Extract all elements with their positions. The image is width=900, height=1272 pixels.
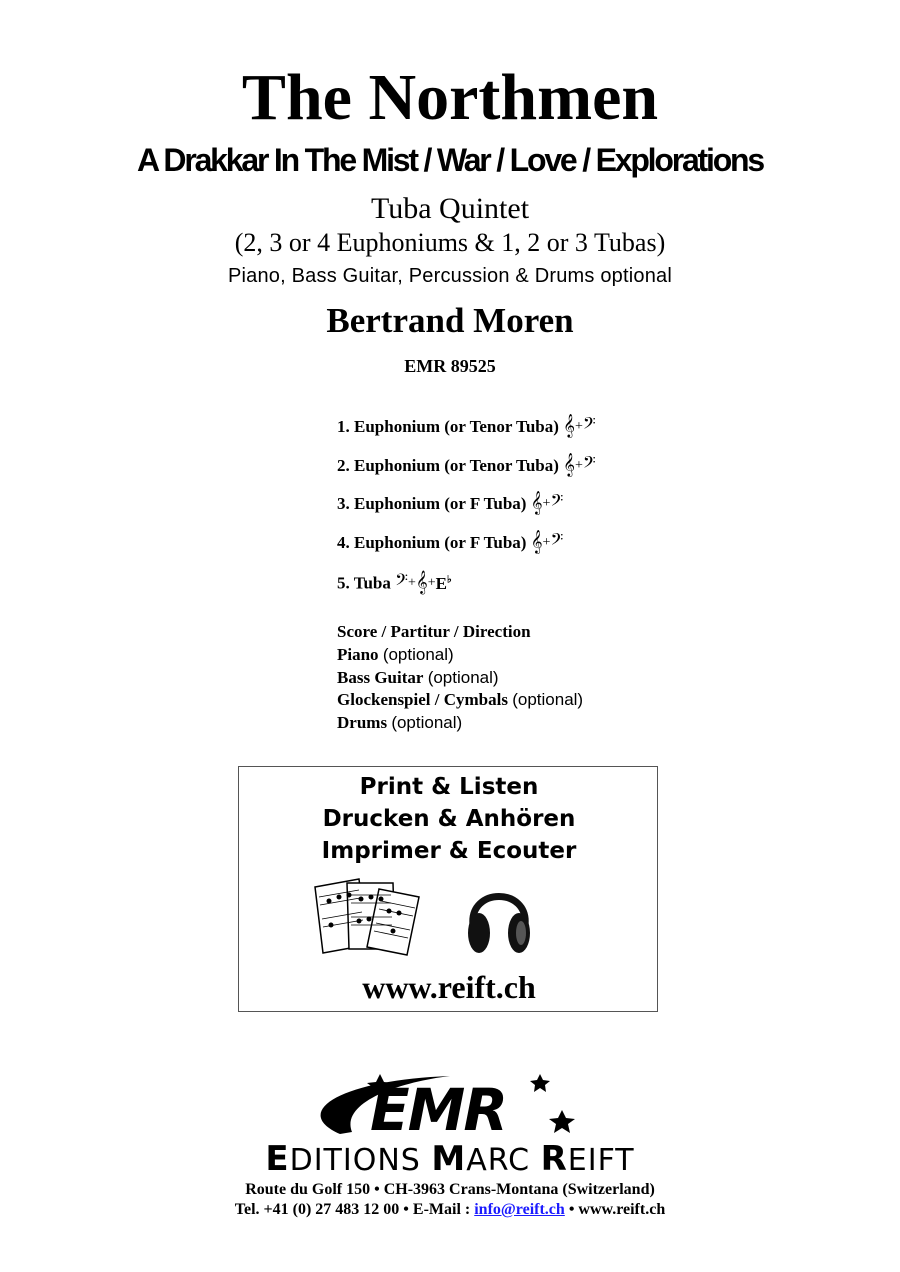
composer-name: Bertrand Moren xyxy=(326,301,574,340)
print-listen-box xyxy=(238,766,658,1012)
publisher-contact: Tel. +41 (0) 27 483 12 00 • E-Mail : info@reift.ch • www.reift.ch xyxy=(234,1201,666,1218)
e-flat-label: E♭ xyxy=(435,573,452,593)
page-subtitle: A Drakkar In The Mist / War / Love / Explorations xyxy=(137,142,763,178)
ensemble-label: Tuba Quintet xyxy=(370,192,530,225)
part-item-1: 1. Euphonium (or Tenor Tuba) 𝄞+𝄢 xyxy=(337,413,596,437)
part-label: 5. Tuba xyxy=(337,573,391,593)
emr-logo: EMR xyxy=(370,1076,506,1144)
material-item-drums: Drums (optional) xyxy=(337,713,463,732)
publisher-address: Route du Golf 150 • CH-3963 Crans-Montana (Switzerland) xyxy=(245,1181,655,1198)
catalog-number: EMR 89525 xyxy=(404,356,496,376)
material-item-score: Score / Partitur / Direction xyxy=(337,622,531,641)
bass-clef-icon: 𝄢 xyxy=(550,490,564,514)
part-item-4: 4. Euphonium (or F Tuba) 𝄞+𝄢 xyxy=(337,529,564,553)
part-item-5: 5. Tuba 𝄢+𝄞+E♭ xyxy=(337,569,452,594)
promo-line-de: Drucken & Anhören xyxy=(322,806,576,832)
treble-clef-icon: 𝄞 xyxy=(530,490,543,514)
treble-clef-icon: 𝄞 xyxy=(563,413,575,437)
material-item-bass-guitar: Bass Guitar (optional) xyxy=(337,668,499,687)
website-label: www.reift.ch xyxy=(362,969,536,1005)
bass-clef-icon: 𝄢 xyxy=(395,569,409,594)
part-label: 2. Euphonium (or Tenor Tuba) xyxy=(337,456,559,475)
instrumentation-label: (2, 3 or 4 Euphoniums & 1, 2 or 3 Tubas) xyxy=(234,228,666,257)
promo-line-fr: Imprimer & Ecouter xyxy=(321,838,577,864)
part-label: 3. Euphonium (or F Tuba) xyxy=(337,494,527,513)
sheet-music-icon xyxy=(309,875,427,957)
part-label: 4. Euphonium (or F Tuba) xyxy=(337,533,527,552)
part-item-3: 3. Euphonium (or F Tuba) 𝄞+𝄢 xyxy=(337,490,564,514)
treble-clef-icon: 𝄞 xyxy=(563,452,575,476)
material-item-glockenspiel: Glockenspiel / Cymbals (optional) xyxy=(337,690,584,709)
bass-clef-icon: 𝄢 xyxy=(550,529,564,553)
optional-instruments-label: Piano, Bass Guitar, Percussion & Drums optional xyxy=(227,265,673,287)
promo-line-en: Print & Listen xyxy=(359,774,539,800)
treble-clef-icon: 𝄞 xyxy=(530,529,543,553)
part-label: 1. Euphonium (or Tenor Tuba) xyxy=(337,417,559,436)
email-link[interactable]: info@reift.ch xyxy=(474,1201,565,1218)
bass-clef-icon: 𝄢 xyxy=(582,452,596,476)
treble-clef-icon: 𝄞 xyxy=(415,569,428,594)
publisher-name: EDITIONS MARC REIFT xyxy=(265,1139,635,1179)
part-item-2: 2. Euphonium (or Tenor Tuba) 𝄞+𝄢 xyxy=(337,452,596,476)
bass-clef-icon: 𝄢 xyxy=(582,413,596,437)
material-item-piano: Piano (optional) xyxy=(337,645,454,664)
page-title: The Northmen xyxy=(241,61,659,134)
headphones-icon xyxy=(465,877,533,957)
